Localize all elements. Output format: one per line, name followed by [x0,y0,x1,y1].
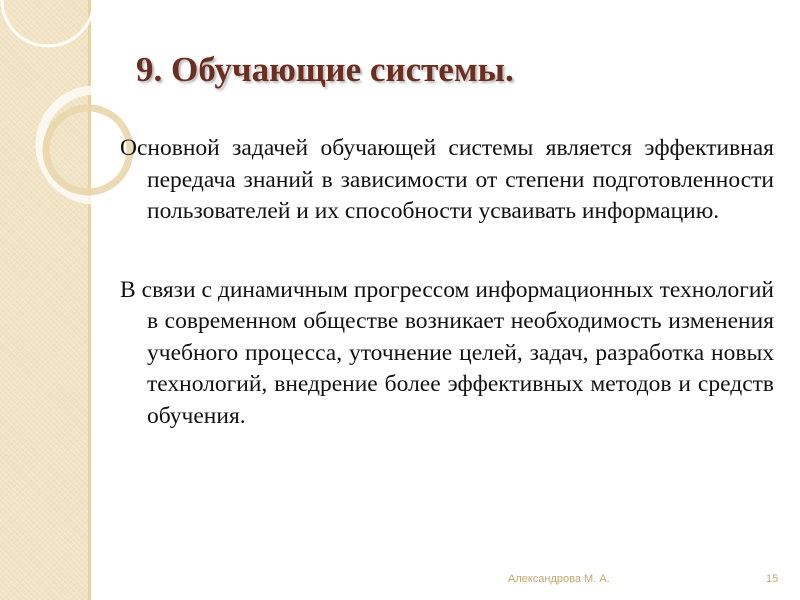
footer-page-number: 15 [766,573,779,585]
decorative-ring-large [2,0,94,46]
decorative-ring-inner [46,108,130,192]
slide-content [120,133,774,479]
paragraph-2: В связи с динамичным прогрессом информационных технологий в современном обществе возникает необходимость изменения учебного процесса, уточнение целей, задач, разработка новых технологий, внедрение более эффективных методов и средств обучения. [120,276,774,429]
slide-title: 9. Обучающие системы. [136,50,514,89]
paragraph-1: Основной задачей обучающей системы является эффективная передача знаний в зависимости от степени подготовленности пользователей и их способности усваивать информацию. [120,135,774,224]
footer-author: Александрова М. А. [508,573,610,585]
